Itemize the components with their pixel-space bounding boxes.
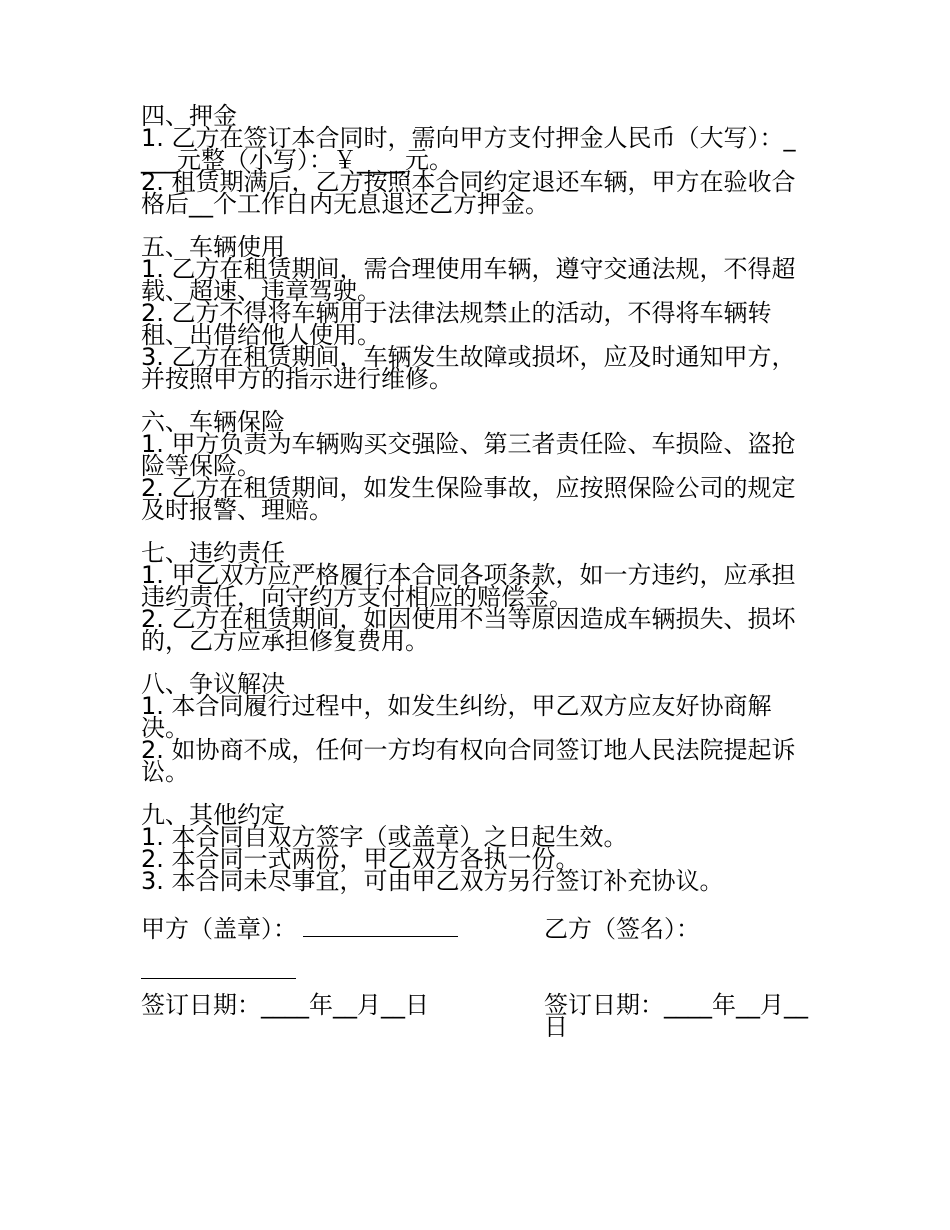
clause-item: 2. 乙方不得将车辆用于法律法规禁止的活动，不得将车辆转租、出借给他人使用。 [141, 299, 772, 349]
party-b-signature [544, 914, 814, 944]
section-title: 六、车辆保险 [141, 408, 285, 436]
party-b-label: 乙方（签名）： [544, 915, 700, 943]
section-vehicle-insurance [141, 408, 801, 524]
date-row [141, 990, 808, 1041]
section-title: 五、车辆使用 [141, 233, 285, 261]
signing-date-right: 签订日期：____年__月__日 [544, 991, 808, 1041]
clause-item: 3. 本合同未尽事宜，可由甲乙双方另行签订补充协议。 [141, 867, 724, 895]
clause-item: 1. 乙方在租赁期间，需合理使用车辆，遵守交通法规，不得超载、超速、违章驾驶。 [141, 255, 796, 305]
party-a-signature [141, 914, 458, 944]
clause-item: 1. 甲方负责为车辆购买交强险、第三者责任险、车损险、盗抢险等保险。 [141, 430, 796, 480]
party-a-label: 甲方（盖章）： [141, 915, 297, 943]
signature-row [141, 914, 801, 958]
clause-item: 2. 如协商不成，任何一方均有权向合同签订地人民法院提起诉讼。 [141, 736, 796, 786]
contract-page [141, 102, 808, 1041]
section-other [141, 801, 801, 895]
party-b-signature-line [141, 958, 296, 979]
clause-item: 2. 租赁期满后，乙方按照本合同约定退还车辆，甲方在验收合格后__个工作日内无息退还乙方押金。 [141, 168, 796, 218]
clause-item: 2. 乙方在租赁期间，如发生保险事故，应按照保险公司的规定及时报警、理赔。 [141, 474, 796, 524]
signing-date-left: 签订日期：____年__月__日 [141, 991, 429, 1019]
section-title: 四、押金 [141, 102, 237, 130]
clause-item: 2. 乙方在租赁期间，如因使用不当等原因造成车辆损失、损坏的，乙方应承担修复费用。 [141, 605, 796, 655]
party-a-signature-line [303, 916, 458, 937]
clause-item: 1. 本合同自双方签字（或盖章）之日起生效。 [141, 823, 628, 851]
section-liability [141, 539, 801, 655]
section-vehicle-use [141, 233, 801, 393]
clause-item: 1. 本合同履行过程中，如发生纠纷，甲乙双方应友好协商解决。 [141, 692, 772, 742]
section-title: 九、其他约定 [141, 801, 285, 829]
clause-item: 1. 乙方在签订本合同时，需向甲方支付押金人民币（大写）：____元整（小写）：￥____元。 [141, 124, 796, 174]
clause-item: 2. 本合同一式两份，甲乙双方各执一份。 [141, 845, 580, 873]
clause-item: 3. 乙方在租赁期间，车辆发生故障或损坏，应及时通知甲方，并按照甲方的指示进行维修。 [141, 343, 796, 393]
section-title: 八、争议解决 [141, 670, 285, 698]
section-deposit [141, 102, 801, 218]
section-dispute [141, 670, 801, 786]
clause-item: 1. 甲乙双方应严格履行本合同各项条款，如一方违约，应承担违约责任，向守约方支付相应的赔偿金。 [141, 561, 796, 611]
section-title: 七、违约责任 [141, 539, 285, 567]
